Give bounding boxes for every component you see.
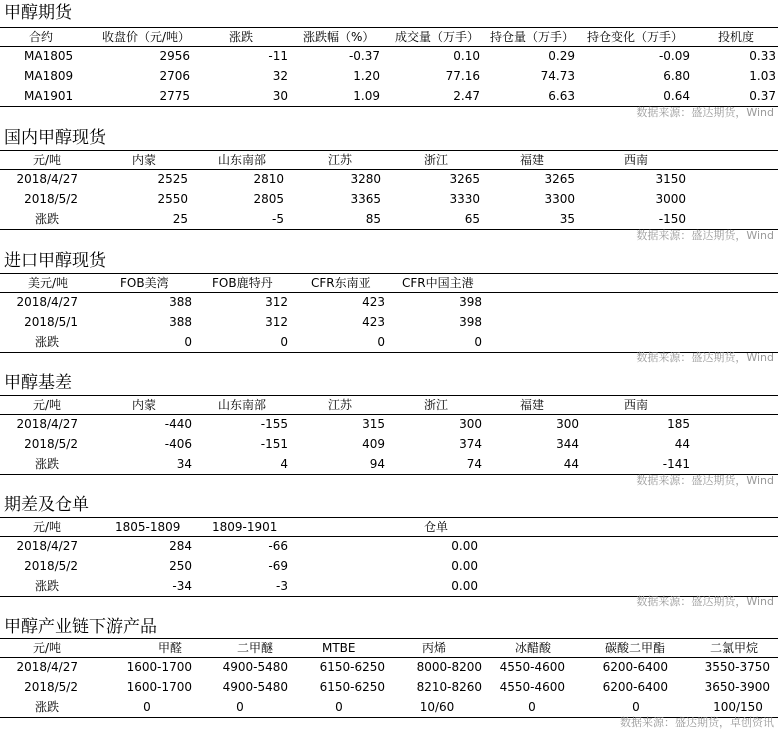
column-header: 元/吨 [32,520,62,534]
table-cell: 1.03 [749,69,776,83]
table-row [0,313,778,333]
column-header: 冰醋酸 [515,641,552,655]
table-cell: 6150-6250 [319,660,385,674]
table-cell: 涨跌 [34,457,59,471]
column-header: 投机度 [718,30,755,44]
table-row [0,170,778,190]
column-header: 1805-1809 [115,520,181,534]
table-header [0,517,778,537]
table-cell: -155 [260,417,288,431]
column-header: 成交量（万手） [395,30,480,44]
table-row [0,698,778,718]
table-cell: 2018/5/2 [24,680,78,694]
table-header [0,638,778,658]
table-cell: 32 [272,69,288,83]
table-cell: 423 [362,315,385,329]
column-header: 二氯甲烷 [710,641,759,655]
table-cell: 0 [474,335,482,349]
table-cell: 1.20 [353,69,380,83]
table-cell: -0.37 [348,49,380,63]
table-cell: 30 [272,89,288,103]
table-cell: 6150-6250 [319,680,385,694]
table-cell: MA1809 [24,69,74,83]
column-header: 西南 [624,153,649,167]
table-cell: 0 [335,700,343,714]
table-cell: -440 [164,417,192,431]
table-cell: 2018/4/27 [16,172,78,186]
table-cell: 398 [459,315,482,329]
table-cell: 10/60 [419,700,455,714]
table-cell: 4900-5480 [222,680,288,694]
column-header: 元/吨 [32,641,62,655]
table-cell: 2550 [157,192,188,206]
table-cell: 6.80 [663,69,690,83]
table-cell: 398 [459,295,482,309]
table-cell: 2706 [159,69,190,83]
table-row [0,47,778,67]
table-cell: 0.37 [749,89,776,103]
table-cell: 74 [466,457,482,471]
section-title: 期差及仓单 [4,495,89,515]
table-cell: 2018/5/1 [24,315,78,329]
section-title: 甲醇期货 [4,3,72,23]
table-cell: 涨跌 [34,700,59,714]
table-cell: 0 [632,700,640,714]
column-header: 二甲醚 [237,641,274,655]
column-header: 1809-1901 [212,520,278,534]
table-cell: 1.09 [353,89,380,103]
column-header: 山东南部 [218,153,267,167]
column-header: 西南 [624,398,649,412]
data-source-note: 数据来源：盛达期货，Wind [636,106,774,119]
table-cell: 0 [377,335,385,349]
table-cell: 2018/5/2 [24,559,78,573]
table-cell: 44 [674,437,690,451]
column-header: 福建 [520,153,545,167]
table-cell: 6.63 [548,89,575,103]
table-cell: 0.64 [663,89,690,103]
table-cell: 4 [280,457,288,471]
table-cell: -66 [268,539,288,553]
table-cell: 3150 [655,172,686,186]
column-header: FOB美湾 [120,276,169,290]
table-header [0,273,778,293]
section-title: 国内甲醇现货 [4,128,106,148]
column-header: 持仓量（万手） [490,30,575,44]
table-cell: 65 [464,212,480,226]
table-cell: 2525 [157,172,188,186]
table-cell: 374 [459,437,482,451]
table-row [0,658,778,678]
table-cell: 25 [172,212,188,226]
data-source-note: 数据来源：盛达期货，Wind [636,229,774,242]
column-header: 持仓变化（万手） [587,30,684,44]
column-header: 收盘价（元/吨） [101,30,190,44]
column-header: CFR中国主港 [402,276,474,290]
table-cell: 4900-5480 [222,660,288,674]
column-header: 美元/吨 [27,276,69,290]
column-header: CFR东南亚 [311,276,371,290]
table-cell: 6200-6400 [602,660,668,674]
column-header: 涨跌幅（%） [303,30,375,44]
table-cell: 涨跌 [34,579,59,593]
table-cell: 2810 [253,172,284,186]
table-cell: 74.73 [540,69,575,83]
section-title: 甲醇基差 [4,373,72,393]
table-cell: 388 [169,295,192,309]
table-cell: 4550-4600 [499,680,565,694]
table-cell: 2018/4/27 [16,417,78,431]
data-source-note: 数据来源：盛达期货，Wind [636,595,774,608]
column-header: 内蒙 [132,398,157,412]
column-header: FOB鹿特丹 [212,276,273,290]
table-cell: -69 [268,559,288,573]
table-cell: 185 [667,417,690,431]
table-cell: -141 [662,457,690,471]
table-row [0,557,778,577]
table-cell: 409 [362,437,385,451]
table-cell: 8000-8200 [416,660,482,674]
table-row [0,577,778,597]
table-row [0,67,778,87]
column-header: 山东南部 [218,398,267,412]
table-cell: 3280 [350,172,381,186]
table-cell: 4550-4600 [499,660,565,674]
table-cell: 34 [176,457,192,471]
table-cell: -5 [272,212,284,226]
table-cell: 312 [265,295,288,309]
table-cell: -3 [276,579,288,593]
table-cell: 3300 [544,192,575,206]
table-cell: 300 [556,417,579,431]
table-cell: 涨跌 [34,335,59,349]
table-cell: 2.47 [453,89,480,103]
table-cell: 0.00 [451,579,478,593]
table-cell: MA1805 [24,49,74,63]
data-source-note: 数据来源：盛达期货，Wind [636,351,774,364]
table-cell: 312 [265,315,288,329]
table-header [0,150,778,170]
data-source-note: 数据来源：盛达期货，卓创资讯 [620,716,774,729]
table-cell: 100/150 [713,700,763,714]
table-cell: MA1901 [24,89,74,103]
table-cell: 85 [365,212,381,226]
table-cell: 0.00 [451,559,478,573]
table-cell: 3330 [449,192,480,206]
table-row [0,455,778,475]
table-header [0,27,778,47]
table-row [0,435,778,455]
table-cell: 94 [369,457,385,471]
table-cell: -11 [268,49,288,63]
column-header: 江苏 [328,153,353,167]
table-cell: 2018/4/27 [16,295,78,309]
table-cell: 344 [556,437,579,451]
table-cell: -0.09 [658,49,690,63]
table-cell: 1600-1700 [126,660,192,674]
table-cell: 3365 [350,192,381,206]
table-cell: 388 [169,315,192,329]
column-header: 内蒙 [132,153,157,167]
table-cell: -34 [172,579,192,593]
table-row [0,333,778,353]
table-cell: 423 [362,295,385,309]
table-row [0,678,778,698]
table-cell: 0.33 [749,49,776,63]
table-cell: 284 [169,539,192,553]
table-row [0,190,778,210]
table-cell: 77.16 [445,69,480,83]
table-cell: 250 [169,559,192,573]
table-row [0,293,778,313]
table-cell: 3265 [544,172,575,186]
table-header [0,395,778,415]
column-header: MTBE [322,641,356,655]
table-cell: 2775 [159,89,190,103]
table-cell: 0.29 [548,49,575,63]
column-header: 甲醛 [158,641,183,655]
table-cell: 300 [459,417,482,431]
table-cell: 0.10 [453,49,480,63]
table-cell: 44 [563,457,579,471]
table-row [0,210,778,230]
table-cell: 1600-1700 [126,680,192,694]
column-header: 浙江 [424,153,449,167]
table-cell: 0 [528,700,536,714]
table-cell: 3265 [449,172,480,186]
section-title: 进口甲醇现货 [4,251,106,271]
table-cell: -406 [164,437,192,451]
table-cell: 0 [280,335,288,349]
column-header: 元/吨 [32,398,62,412]
table-cell: 0 [236,700,244,714]
column-header: 江苏 [328,398,353,412]
table-cell: 3650-3900 [704,680,770,694]
section-title: 甲醇产业链下游产品 [4,617,157,637]
table-cell: 2018/4/27 [16,539,78,553]
column-header: 仓单 [424,520,449,534]
table-row [0,415,778,435]
table-cell: 3000 [655,192,686,206]
table-cell: 0 [143,700,151,714]
table-cell: 35 [559,212,575,226]
table-cell: 8210-8260 [416,680,482,694]
table-cell: 0.00 [451,539,478,553]
table-cell: -150 [658,212,686,226]
table-cell: 2018/4/27 [16,660,78,674]
column-header: 涨跌 [229,30,254,44]
table-cell: 2018/5/2 [24,437,78,451]
table-cell: 6200-6400 [602,680,668,694]
column-header: 丙烯 [422,641,447,655]
column-header: 合约 [28,30,53,44]
table-cell: 涨跌 [34,212,59,226]
column-header: 浙江 [424,398,449,412]
table-cell: -151 [260,437,288,451]
table-cell: 2956 [159,49,190,63]
column-header: 福建 [520,398,545,412]
table-cell: 315 [362,417,385,431]
table-cell: 3550-3750 [704,660,770,674]
table-cell: 2018/5/2 [24,192,78,206]
column-header: 碳酸二甲酯 [605,641,666,655]
table-row [0,87,778,107]
table-cell: 2805 [253,192,284,206]
table-cell: 0 [184,335,192,349]
data-source-note: 数据来源：盛达期货，Wind [636,474,774,487]
column-header: 元/吨 [32,153,62,167]
table-row [0,537,778,557]
